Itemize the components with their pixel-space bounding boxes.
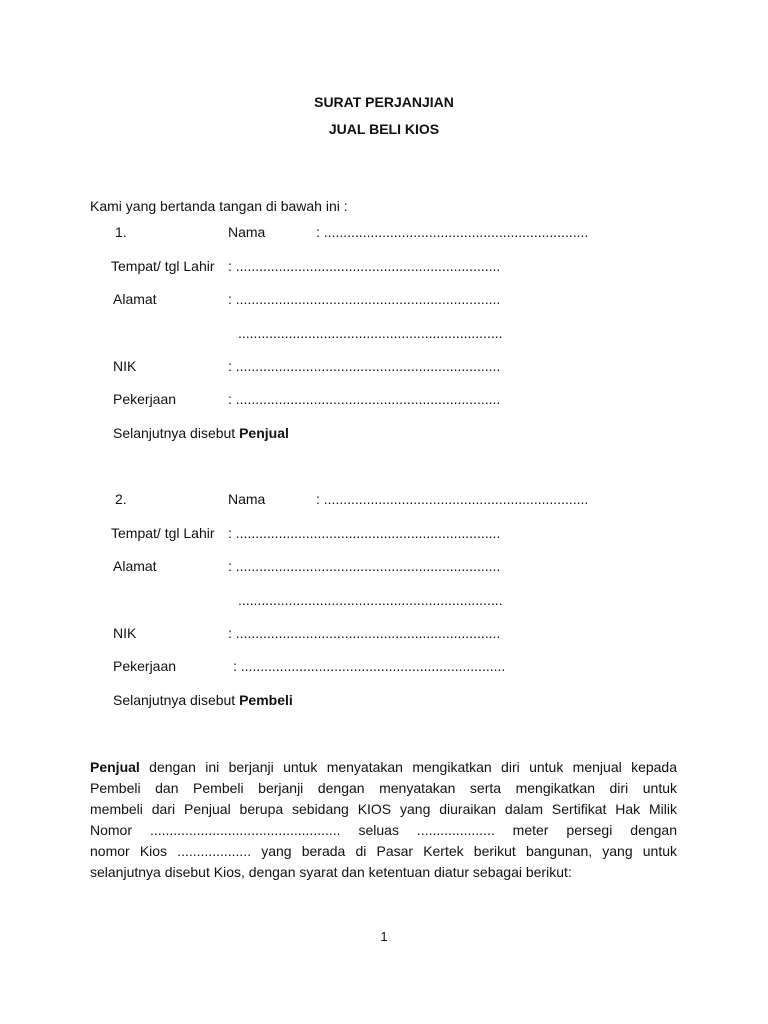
name-field: : .................................................................... [316,224,589,240]
paragraph-line-5: nomor Kios ................... yang berada di Pasar Kertek berikut bangunan, yang untuk [90,843,677,859]
address-field: : .................................................................... [228,291,501,307]
birth-label: Tempat/ tgl Lahir [111,258,215,274]
paragraph-bold-start: Penjual [90,759,140,775]
paragraph-line-4: Nomor ................................................. seluas .................... meter persegi dengan [90,822,677,838]
page-number: 1 [380,929,388,944]
designation-prefix: Selanjutnya disebut [113,692,240,708]
name-field: : .................................................................... [316,491,589,507]
address-label: Alamat [113,558,157,574]
address-label: Alamat [113,291,157,307]
nik-field: : .................................................................... [228,358,501,374]
address-field: : .................................................................... [228,558,501,574]
paragraph-line-1-rest: dengan ini berjanji untuk menyatakan mengikatkan diri untuk menjual kepada [139,759,677,775]
paragraph-line-3: membeli dari Penjual berupa sebidang KIOS yang diuraikan dalam Sertifikat Hak Milik [90,801,677,817]
designation-prefix: Selanjutnya disebut [113,425,240,441]
name-label: Nama [228,491,266,507]
birth-field: : .................................................................... [228,258,501,274]
party-number: 2. [115,491,127,507]
nik-field: : .................................................................... [228,625,501,641]
nik-label: NIK [113,625,137,641]
party-designation [113,425,289,441]
job-field: : .................................................................... [228,391,501,407]
birth-field: : .................................................................... [228,525,501,541]
paragraph-line-6: selanjutnya disebut Kios, dengan syarat dan ketentuan diatur sebagai berikut: [90,864,572,880]
designation-role: Pembeli [239,692,293,708]
paragraph-line-1 [90,757,677,778]
nik-label: NIK [113,358,137,374]
document-title-line1: SURAT PERJANJIAN [314,94,454,110]
agreement-paragraph [90,757,677,883]
address-field-line2: .................................................................... [238,325,503,341]
address-field-line2: .................................................................... [238,592,503,608]
job-label: Pekerjaan [113,391,177,407]
party-designation [113,692,293,708]
job-field: : .................................................................... [233,658,506,674]
designation-role: Penjual [239,425,289,441]
paragraph-line-2: Pembeli dan Pembeli berjanji dengan menyatakan serta mengikatkan diri untuk [90,780,677,796]
birth-label: Tempat/ tgl Lahir [111,525,215,541]
party-number: 1. [115,224,127,240]
job-label: Pekerjaan [113,658,177,674]
name-label: Nama [228,224,266,240]
intro-text: Kami yang bertanda tangan di bawah ini : [90,198,348,214]
document-title-line2: JUAL BELI KIOS [328,121,440,137]
